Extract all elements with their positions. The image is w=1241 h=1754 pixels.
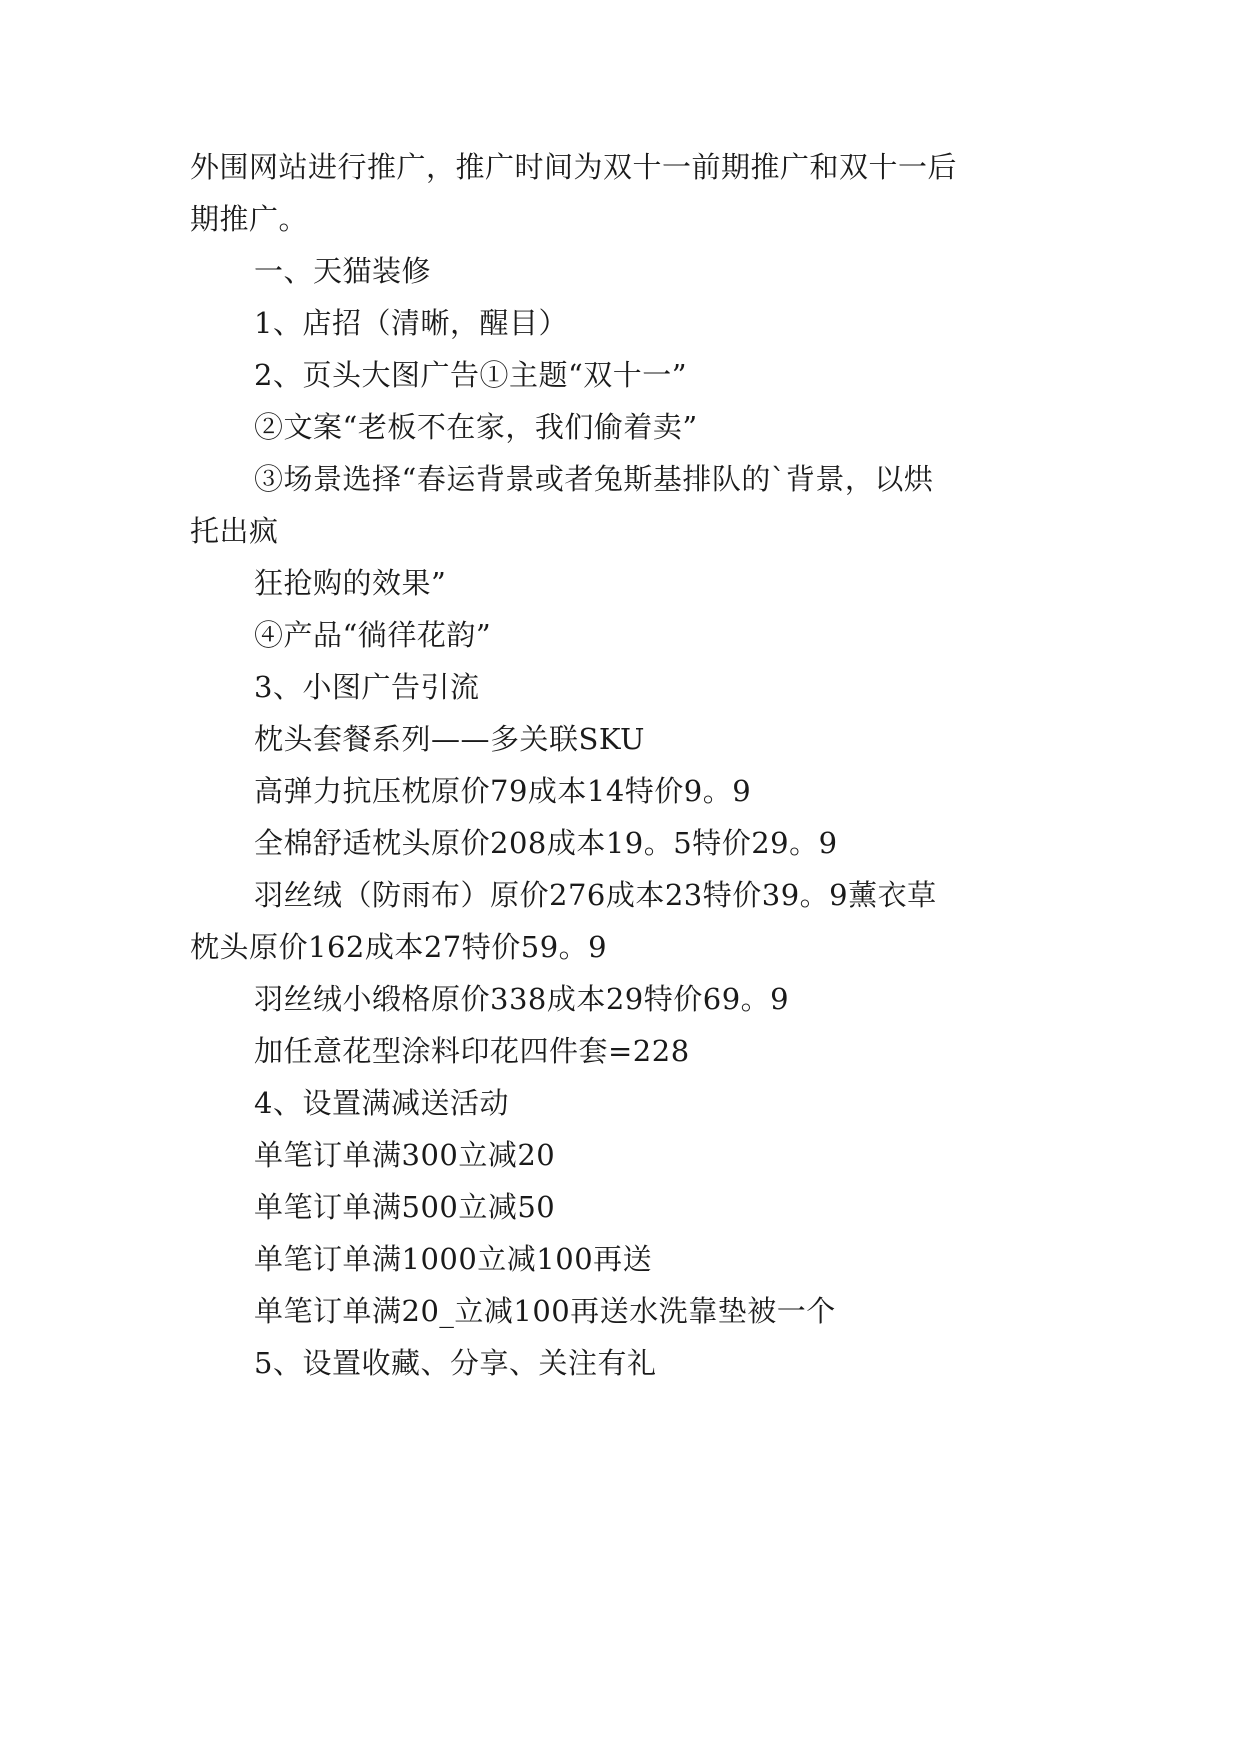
list-item: ③场景选择“春运背景或者兔斯基排队的`背景，以烘 — [254, 462, 934, 496]
list-item: 全棉舒适枕头原价208成本19。5特价29。9 — [254, 826, 838, 860]
list-item: 羽丝绒小缎格原价338成本29特价69。9 — [254, 982, 790, 1016]
list-item: 高弹力抗压枕原价79成本14特价9。9 — [254, 774, 752, 808]
list-item: 羽丝绒（防雨布）原价276成本23特价39。9薰衣草 — [254, 878, 937, 912]
list-item: 1、店招（清晰，醒目） — [254, 306, 568, 340]
list-item: 5、设置收藏、分享、关注有礼 — [254, 1346, 657, 1380]
list-item: 4、设置满减送活动 — [254, 1086, 509, 1120]
section-heading: 一、天猫装修 — [254, 254, 432, 288]
paragraph-line: 枕头原价162成本27特价59。9 — [190, 930, 608, 964]
paragraph-line: 外围网站进行推广，推广时间为双十一前期推广和双十一后 — [190, 150, 958, 184]
list-item: 加任意花型涂料印花四件套=228 — [254, 1034, 690, 1068]
list-item: ②文案“老板不在家，我们偷着卖” — [254, 410, 698, 444]
list-item: 单笔订单满20_立减100再送水洗靠垫被一个 — [254, 1294, 836, 1328]
list-item: 单笔订单满1000立减100再送 — [254, 1242, 653, 1276]
list-item: 2、页头大图广告①主题“双十一” — [254, 358, 688, 392]
list-item: 单笔订单满500立减50 — [254, 1190, 556, 1224]
list-item: 单笔订单满300立减20 — [254, 1138, 556, 1172]
list-item: 3、小图广告引流 — [254, 670, 480, 704]
paragraph-line: 狂抢购的效果” — [254, 566, 447, 600]
list-item: ④产品“徜徉花韵” — [254, 618, 492, 652]
list-item: 枕头套餐系列——多关联SKU — [254, 722, 645, 756]
paragraph-line: 期推广。 — [190, 202, 309, 236]
paragraph-line: 托出疯 — [190, 514, 279, 548]
